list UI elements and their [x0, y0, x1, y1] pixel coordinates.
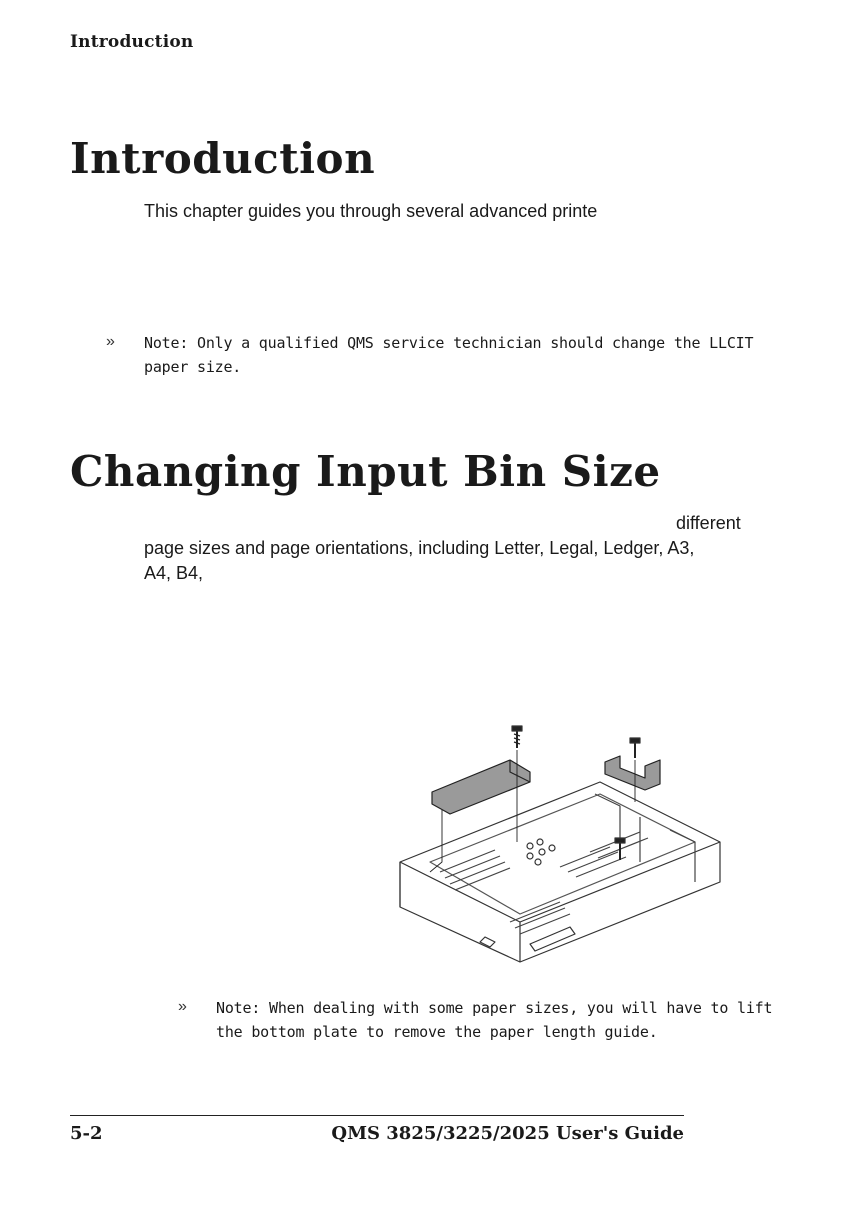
input-bin-note-line-2: the bottom plate to remove the paper length guide.: [216, 1023, 658, 1041]
footer-page-number: 5-2: [70, 1123, 103, 1144]
input-bin-paragraph-line-3: A4, B4,: [144, 563, 204, 583]
intro-heading: Introduction: [70, 134, 376, 183]
footer-guide-title: QMS 3825/3225/2025 User's Guide: [331, 1123, 684, 1144]
input-bin-note: [216, 996, 772, 1044]
running-header: Introduction: [70, 32, 194, 52]
intro-note: [144, 331, 753, 379]
input-bin-note-line-1: Note: When dealing with some paper sizes, you will have to lift: [216, 999, 773, 1017]
input-bin-paragraph-line-2: page sizes and page orientations, including Letter, Legal, Ledger, A3,: [144, 538, 695, 558]
intro-paragraph: This chapter guides you through several advanced printe: [144, 201, 598, 221]
intro-note-line-1: Note: Only a qualified QMS service technician should change the LLCIT: [144, 334, 754, 352]
footer-rule: [70, 1115, 684, 1116]
input-bin-note-marker: »: [178, 998, 187, 1015]
input-bin-tray-illustration: [390, 722, 730, 977]
intro-note-line-2: paper size.: [144, 358, 242, 376]
intro-note-marker: »: [106, 333, 115, 350]
input-bin-paragraph-line-1: different: [676, 513, 741, 533]
input-bin-heading: Changing Input Bin Size: [70, 447, 661, 496]
